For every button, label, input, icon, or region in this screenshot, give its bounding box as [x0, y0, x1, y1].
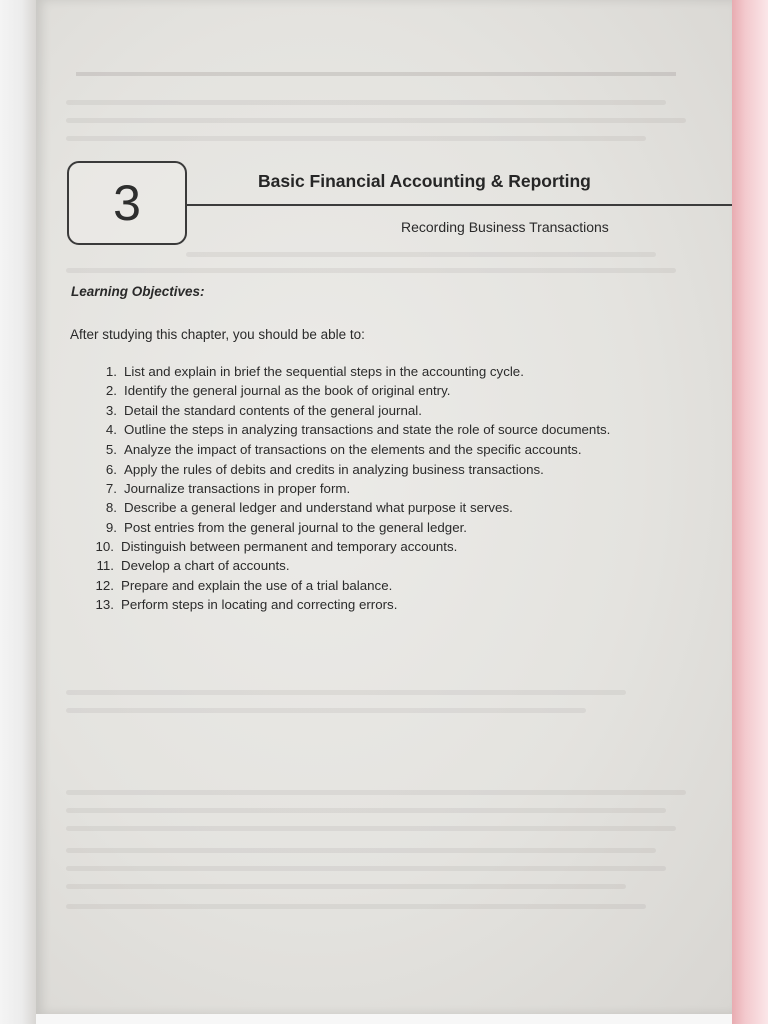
objective-item: [80, 538, 640, 556]
objective-item: [80, 461, 640, 479]
page-edge-pink: [730, 0, 768, 1024]
objective-number: 3.: [105, 402, 117, 418]
objective-number: 10.: [95, 539, 114, 555]
objective-text: Apply the rules of debits and credits in analyzing business transactions.: [124, 461, 544, 477]
objective-item: [80, 557, 640, 575]
bleed-through-line: [66, 708, 586, 713]
objective-number: 7.: [105, 481, 117, 497]
bleed-through-line: [66, 100, 666, 105]
chapter-title: Basic Financial Accounting & Reporting: [258, 171, 591, 191]
objective-item: [80, 499, 640, 517]
learning-objectives-heading: Learning Objectives:: [71, 284, 205, 299]
bleed-through-line: [66, 848, 656, 853]
objective-number: 4.: [105, 421, 117, 437]
objective-item: [80, 382, 640, 400]
objective-number: 5.: [105, 441, 117, 457]
bleed-through-line: [66, 904, 646, 909]
objective-text: Describe a general ledger and understand what purpose it serves.: [124, 500, 513, 516]
bleed-through-line: [66, 118, 686, 123]
learning-objectives-intro: After studying this chapter, you should be able to:: [70, 327, 365, 342]
bleed-through-line: [66, 268, 676, 273]
objective-number: 6.: [105, 461, 117, 477]
objective-number: 1.: [105, 364, 117, 379]
bleed-through-line: [66, 884, 626, 889]
book-gutter: [0, 0, 36, 1024]
bleed-through-line: [66, 690, 626, 695]
objective-item: [80, 363, 640, 381]
objective-text: List and explain in brief the sequential steps in the accounting cycle.: [124, 364, 524, 379]
objective-number: 2.: [105, 383, 117, 399]
objective-text: Prepare and explain the use of a trial balance.: [121, 577, 393, 593]
objective-text: Post entries from the general journal to the general ledger.: [124, 519, 467, 535]
objective-item: [80, 519, 640, 537]
chapter-number-box: [67, 161, 187, 245]
objective-item: [80, 421, 640, 439]
objective-number: 9.: [105, 519, 117, 535]
bleed-through-line: [66, 790, 686, 795]
bleed-through-line: [66, 136, 646, 141]
objective-number: 12.: [95, 577, 114, 593]
objective-text: Outline the steps in analyzing transactions and state the role of source documents.: [124, 421, 611, 437]
bleed-through-line: [66, 826, 676, 831]
bleed-through-line: [186, 252, 656, 257]
header-rule: [185, 204, 732, 206]
objective-item: [80, 596, 640, 614]
objective-item: [80, 480, 640, 498]
objective-text: Develop a chart of accounts.: [121, 558, 290, 574]
objective-number: 8.: [105, 500, 117, 516]
objective-number: 13.: [95, 596, 114, 612]
objective-item: [80, 441, 640, 459]
objective-text: Identify the general journal as the book of original entry.: [124, 383, 451, 399]
chapter-number: 3: [113, 175, 141, 231]
objective-text: Journalize transactions in proper form.: [124, 481, 351, 497]
page-bottom-margin: [36, 1014, 732, 1024]
objective-item: [80, 402, 640, 420]
objective-text: Distinguish between permanent and temporary accounts.: [121, 539, 458, 555]
objective-text: Detail the standard contents of the general journal.: [124, 402, 422, 418]
objective-text: Perform steps in locating and correcting errors.: [121, 596, 398, 612]
objective-item: [80, 577, 640, 595]
bleed-through-line: [66, 866, 666, 871]
objective-number: 11.: [96, 558, 114, 574]
bleed-through-rule: [76, 72, 676, 76]
learning-objectives-list: [80, 363, 640, 615]
objective-text: Analyze the impact of transactions on the elements and the specific accounts.: [124, 441, 582, 457]
book-page: [36, 0, 732, 1014]
chapter-subtitle: Recording Business Transactions: [401, 219, 609, 235]
bleed-through-line: [66, 808, 666, 813]
